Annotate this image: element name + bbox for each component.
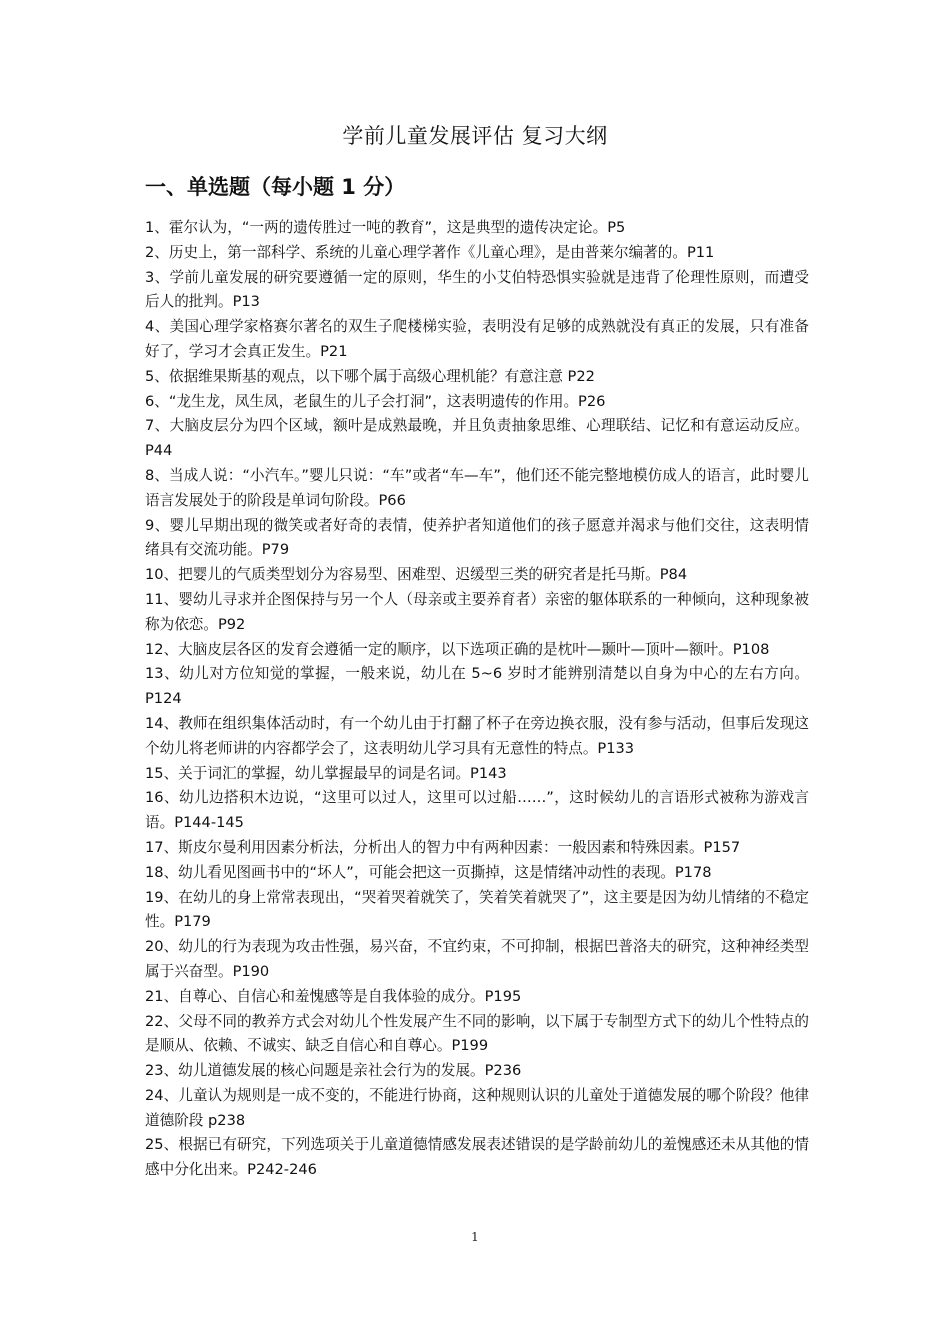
question-item: 15、关于词汇的掌握，幼儿掌握最早的词是名词。P143 <box>145 764 507 782</box>
question-item: 14、教师在组织集体活动时，有一个幼儿由于打翻了杯子在旁边换衣服，没有参与活动，但事后发现这个幼儿将老师讲的内容都学会了，这表明幼儿学习具有无意性的特点。P133 <box>145 714 809 757</box>
question-item: 2、历史上，第一部科学、系统的儿童心理学著作《儿童心理》，是由普莱尔编著的。P11 <box>145 243 715 261</box>
question-item: 24、儿童认为规则是一成不变的，不能进行协商，这种规则认识的儿童处于道德发展的哪个阶段？他律道德阶段 p238 <box>145 1086 809 1129</box>
question-item: 6、“龙生龙，凤生凤，老鼠生的儿子会打洞”，这表明遗传的作用。P26 <box>145 392 606 410</box>
question-item: 1、霍尔认为，“一两的遗传胜过一吨的教育”，这是典型的遗传决定论。P5 <box>145 219 626 236</box>
question-item: 12、大脑皮层各区的发育会遵循一定的顺序，以下选项正确的是枕叶—颞叶—顶叶—额叶。P108 <box>145 640 770 658</box>
question-item: 5、依据维果斯基的观点，以下哪个属于高级心理机能？有意注意 P22 <box>145 367 595 385</box>
question-item: 9、婴儿早期出现的微笑或者好奇的表情，使养护者知道他们的孩子愿意并渴求与他们交往，这表明情绪具有交流功能。P79 <box>145 516 809 559</box>
question-item: 3、学前儿童发展的研究要遵循一定的原则，华生的小艾伯特恐惧实验就是违背了伦理性原则，而遭受后人的批判。P13 <box>145 268 809 311</box>
question-item: 18、幼儿看见图画书中的“坏人”，可能会把这一页撕掉，这是情绪冲动性的表现。P178 <box>145 863 712 881</box>
document-title: 学前儿童发展评估 复习大纲 <box>342 124 608 148</box>
question-item: 10、把婴儿的气质类型划分为容易型、困难型、迟缓型三类的研究者是托马斯。P84 <box>145 566 688 584</box>
section-heading: 一、单选题（每小题 1 分） <box>145 175 406 199</box>
question-list <box>145 216 809 1183</box>
question-item: 8、当成人说：“小汽车。”婴儿只说：“车”或者“车—车”，他们还不能完整地模仿成人的语言，此时婴儿语言发展处于的阶段是单词句阶段。P66 <box>145 466 809 509</box>
page-number: 1 <box>471 1230 479 1244</box>
question-item: 11、婴幼儿寻求并企图保持与另一个人（母亲或主要养育者）亲密的躯体联系的一种倾向，这种现象被称为依恋。P92 <box>145 590 809 633</box>
question-item: 17、斯皮尔曼利用因素分析法，分析出人的智力中有两种因素：一般因素和特殊因素。P157 <box>145 838 741 856</box>
question-item: 21、自尊心、自信心和羞愧感等是自我体验的成分。P195 <box>145 987 522 1005</box>
question-item: 13、幼儿对方位知觉的掌握，一般来说，幼儿在 5~6 岁时才能辨别清楚以自身为中心的左右方向。P124 <box>145 665 809 708</box>
question-item: 25、根据已有研究，下列选项关于儿童道德情感发展表述错误的是学龄前幼儿的羞愧感还未从其他的情感中分化出来。P242-246 <box>145 1136 809 1179</box>
question-item: 7、大脑皮层分为四个区域，额叶是成熟最晚，并且负责抽象思维、心理联结、记忆和有意运动反应。P44 <box>145 417 809 460</box>
question-item: 23、幼儿道德发展的核心问题是亲社会行为的发展。P236 <box>145 1062 522 1080</box>
question-item: 16、幼儿边搭积木边说，“这里可以过人，这里可以过船……”，这时候幼儿的言语形式被称为游戏言语。P144-145 <box>145 789 809 832</box>
question-item: 4、美国心理学家格赛尔著名的双生子爬楼梯实验，表明没有足够的成熟就没有真正的发展，只有准备好了，学习才会真正发生。P21 <box>145 318 809 360</box>
question-item: 20、幼儿的行为表现为攻击性强，易兴奋，不宜约束，不可抑制，根据巴普洛夫的研究，这种神经类型属于兴奋型。P190 <box>145 938 809 980</box>
question-item: 19、在幼儿的身上常常表现出，“哭着哭着就笑了，笑着笑着就哭了”，这主要是因为幼儿情绪的不稳定性。P179 <box>145 888 809 931</box>
question-item: 22、父母不同的教养方式会对幼儿个性发展产生不同的影响，以下属于专制型方式下的幼儿个性特点的是顺从、依赖、不诚实、缺乏自信心和自尊心。P199 <box>145 1012 809 1055</box>
